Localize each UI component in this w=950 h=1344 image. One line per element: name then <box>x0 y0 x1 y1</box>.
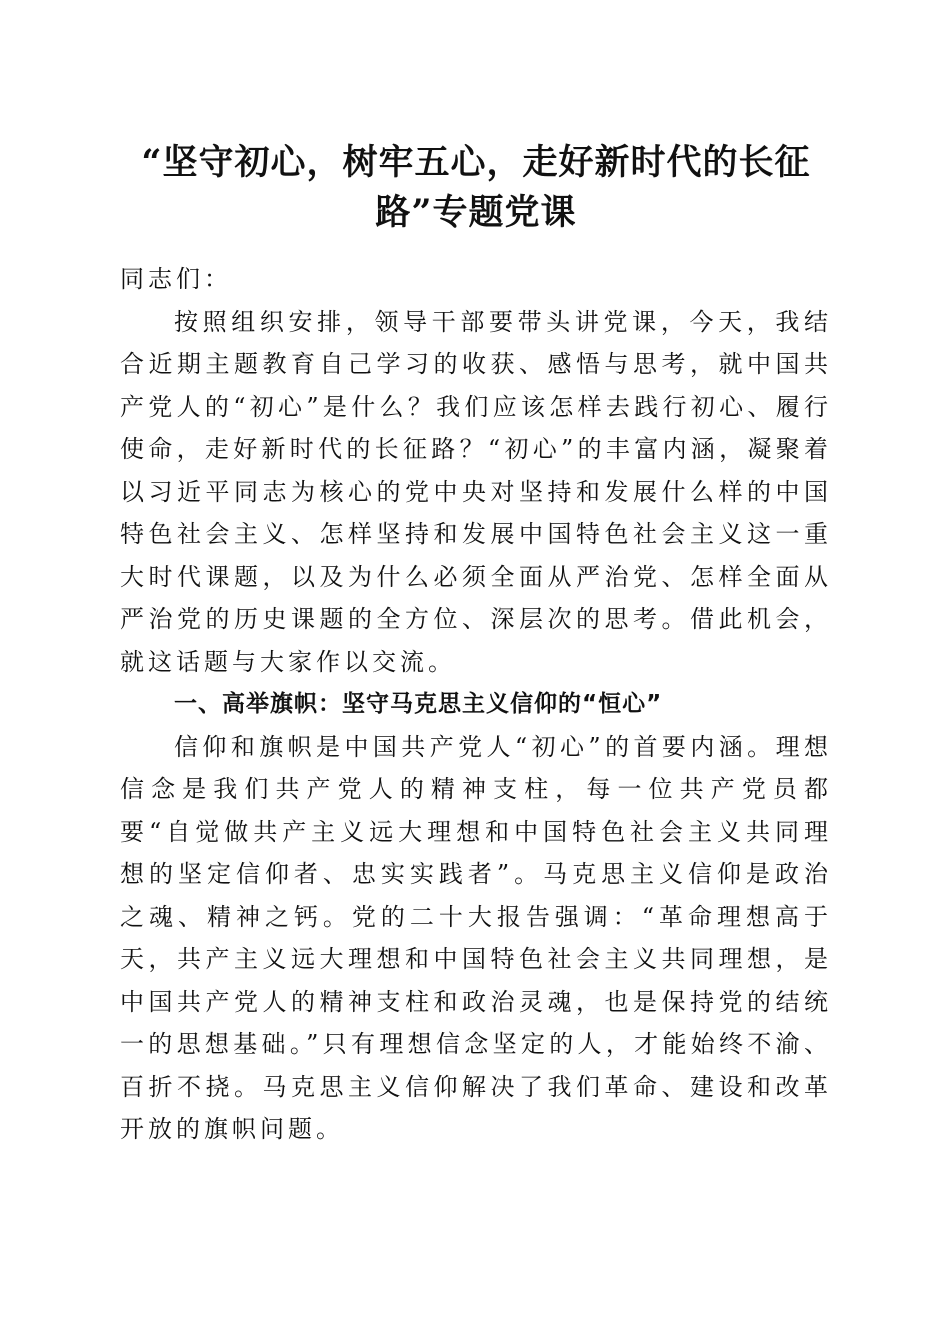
document-body <box>120 258 832 1151</box>
section-paragraph-1: 信仰和旗帜是中国共产党人“初心”的首要内涵。理想信念是我们共产党人的精神支柱，每一位共产党员都要“自觉做共产主义远大理想和中国特色社会主义共同理想的坚定信仰者、忠实实践者”。马克思主义信仰是政治之魂、精神之钙。党的二十大报告强调：“革命理想高于天，共产主义远大理想和中国特色社会主义共同理想，是中国共产党人的精神支柱和政治灵魂，也是保持党的结统一的思想基础。”只有理想信念坚定的人，才能始终不渝、百折不挠。马克思主义信仰解决了我们革命、建设和改革开放的旗帜问题。 <box>120 732 832 1143</box>
title-line-1: “坚守初心，树牢五心，走好新时代的长征 <box>141 142 811 183</box>
title-line-2: 路”专题党课 <box>375 192 577 233</box>
document-title <box>120 138 832 238</box>
section-heading-1: 一、高举旗帜：坚守马克思主义信仰的“恒心” <box>174 691 663 717</box>
intro-paragraph: 按照组织安排，领导干部要带头讲党课，今天，我结合近期主题教育自己学习的收获、感悟与思考，就中国共产党人的“初心”是什么？我们应该怎样去践行初心、履行使命，走好新时代的长征路？“初心”的丰富内涵，凝聚着以习近平同志为核心的党中央对坚持和发展什么样的中国特色社会主义、怎样坚持和发展中国特色社会主义这一重大时代课题，以及为什么必须全面从严治党、怎样全面从严治党的历史课题的全方位、深层次的思考。借此机会，就这话题与大家作以交流。 <box>120 307 832 676</box>
greeting: 同志们： <box>120 265 232 293</box>
